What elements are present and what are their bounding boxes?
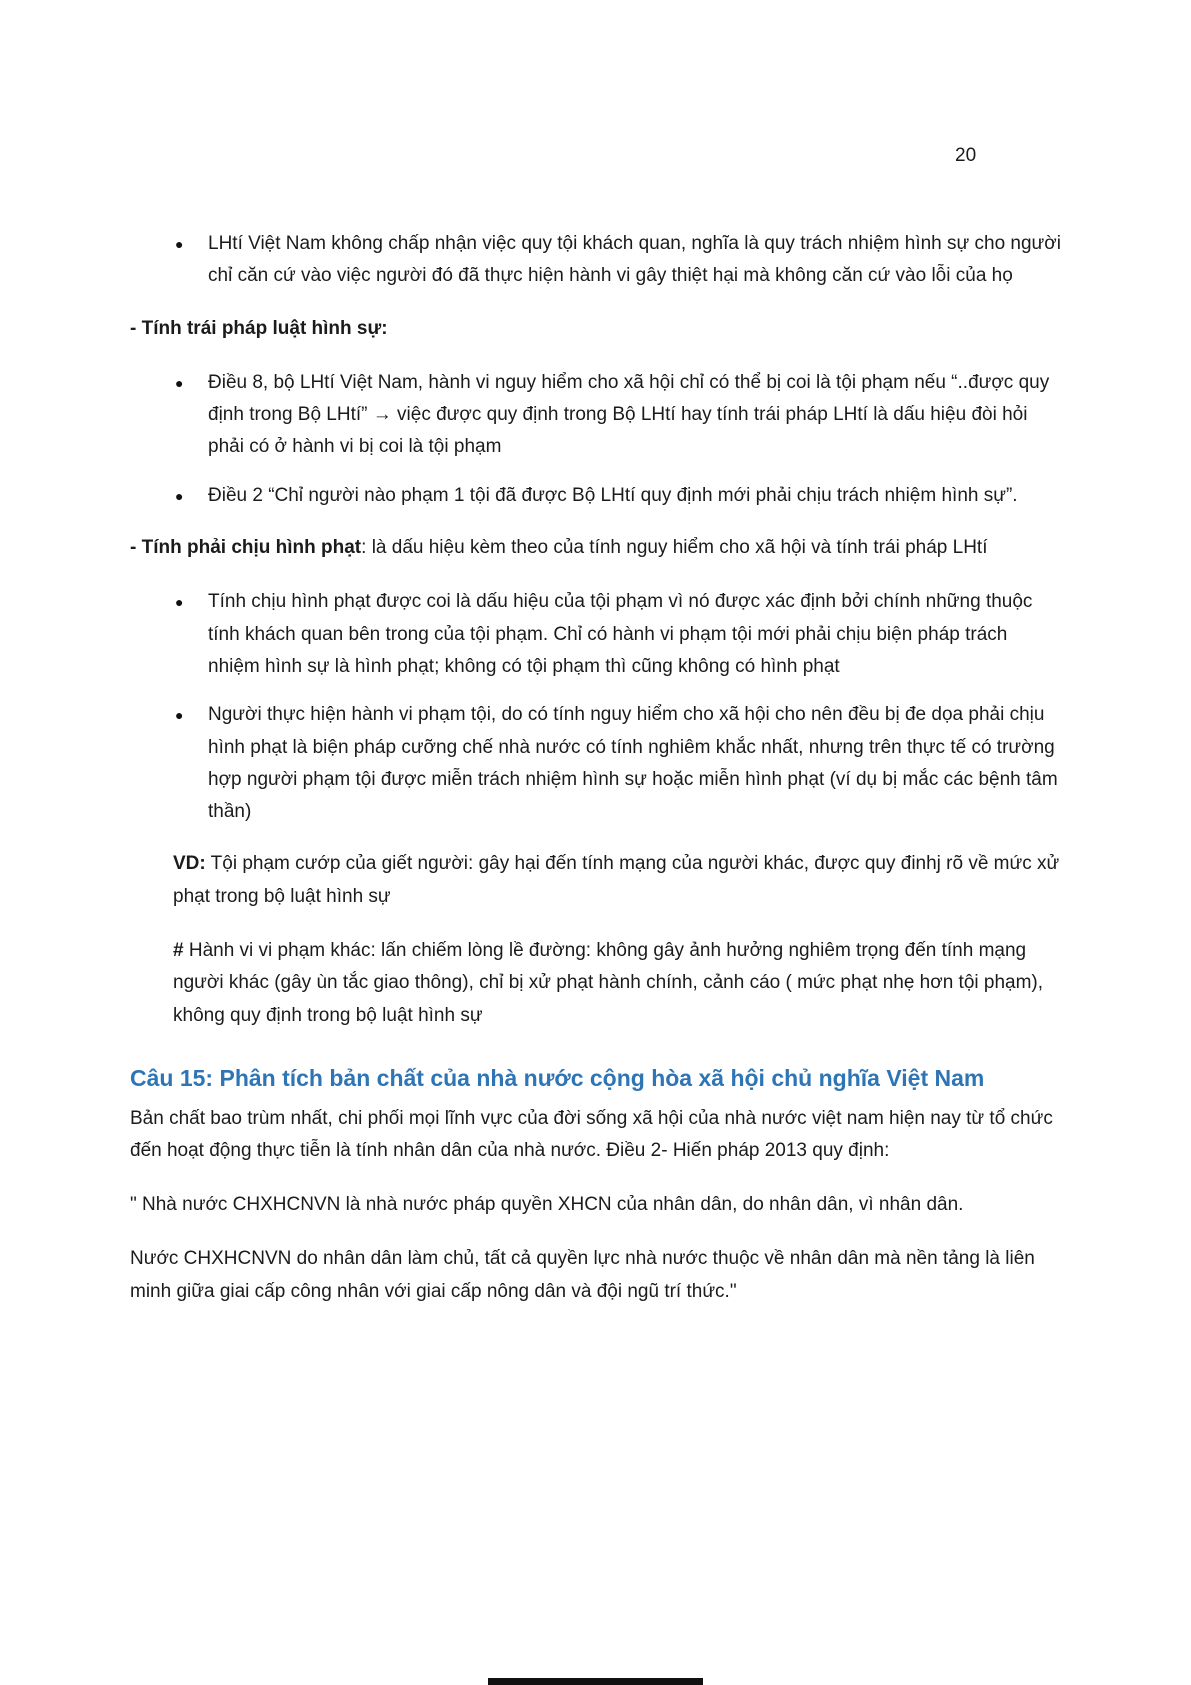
bottom-edge-bar xyxy=(488,1678,703,1685)
hash-text: Hành vi vi phạm khác: lấn chiếm lòng lề đường: không gây ảnh hưởng nghiêm trọng đến tính mạng người khác (gây ùn tắc giao thông), chỉ bị xử phạt hành chính, cảnh cáo ( mức phạt nhẹ hơn tội phạm), không quy định trong bộ luật hình sự xyxy=(173,940,1044,1026)
note-hash-paragraph xyxy=(173,935,1063,1032)
hash-label: # xyxy=(173,940,184,962)
section-title-cau-15: Câu 15: Phân tích bản chất của nhà nước cộng hòa xã hội chủ nghĩa Việt Nam xyxy=(130,1064,985,1091)
list-item xyxy=(175,586,1063,683)
example-vd-paragraph xyxy=(173,848,1063,913)
bullet-list-trai-phap-luat xyxy=(130,367,1063,512)
paragraph-quote-nuoc-chxhcnvn: Nước CHXHCNVN do nhân dân làm chủ, tất cả quyền lực nhà nước thuộc về nhân dân mà nền tảng là liên minh giữa giai cấp công nhân với giai cấp nông dân và đội ngũ trí thức." xyxy=(130,1248,1035,1302)
bullet-text-nguoi-thuc-hien: Người thực hiện hành vi phạm tội, do có tính nguy hiểm cho xã hội cho nên đều bị đe dọa phải chịu hình phạt là biện pháp cưỡng chế nhà nước có tính nghiêm khắc nhất, nhưng trên thực tế có trường hợp người phạm tội được miễn trách nhiệm hình sự hoặc miễn hình phạt (ví dụ bị mắc các bệnh tâm thần) xyxy=(208,704,1058,823)
bullet-list-intro xyxy=(130,228,1063,293)
bullet-icon: ● xyxy=(175,374,184,391)
paragraph-ban-chat: Bản chất bao trùm nhất, chi phối mọi lĩnh vực của đời sống xã hội của nhà nước việt nam hiện nay từ tổ chức đến hoạt động thực tiễn là tính nhân dân của nhà nước. Điều 2- Hiến pháp 2013 quy định: xyxy=(130,1107,1053,1161)
bullet-text-tinh-chiu-hinh-phat: Tính chịu hình phạt được coi là dấu hiệu của tội phạm vì nó được xác định bởi chính những thuộc tính khách quan bên trong của tội phạm. Chỉ có hành vi phạm tội mới phải chịu biện pháp trách nhiệm hình sự là hình phạt; không có tội phạm thì cũng không có hình phạt xyxy=(208,591,1033,677)
bullet-icon: ● xyxy=(175,487,184,504)
list-item xyxy=(175,480,1063,512)
list-item xyxy=(175,699,1063,828)
heading-tinh-phai-chiu-hinh-phat xyxy=(130,532,1063,564)
vd-text: Tội phạm cướp của giết người: gây hại đến tính mạng của người khác, được quy đinhj rõ về mức xử phạt trong bộ luật hình sự xyxy=(173,853,1060,907)
bullet-text-dieu-2: Điều 2 “Chỉ người nào phạm 1 tội đã được Bộ LHtí quy định mới phải chịu trách nhiệm hình sự”. xyxy=(208,484,1018,506)
bullet-icon: ● xyxy=(175,707,184,724)
heading-rest: : là dấu hiệu kèm theo của tính nguy hiểm cho xã hội và tính trái pháp LHtí xyxy=(361,537,988,559)
bullet-list-chiu-hinh-phat xyxy=(130,586,1063,828)
list-item xyxy=(175,228,1063,293)
list-item xyxy=(175,367,1063,464)
bullet-text-quy-toi-khach-quan: LHtí Việt Nam không chấp nhận việc quy tội khách quan, nghĩa là quy trách nhiệm hình sự cho người chỉ căn cứ vào việc người đó đã thực hiện hành vi gây thiệt hại mà không căn cứ vào lỗi của họ xyxy=(208,233,1061,287)
vd-label: VD: xyxy=(173,853,206,875)
bullet-icon: ● xyxy=(175,594,184,611)
paragraph-quote-nha-nuoc: " Nhà nước CHXHCNVN là nhà nước pháp quyền XHCN của nhân dân, do nhân dân, vì nhân dân. xyxy=(130,1194,964,1216)
heading-tinh-trai-phap-luat: - Tính trái pháp luật hình sự: xyxy=(130,317,388,339)
bullet-text-dieu-8: Điều 8, bộ LHtí Việt Nam, hành vi nguy hiểm cho xã hội chỉ có thể bị coi là tội phạm nếu “..được quy định trong Bộ LHtí” → việc được quy định trong Bộ LHtí hay tính trái pháp LHtí là dấu hiệu đòi hỏi phải có ở hành vi bị coi là tội phạm xyxy=(208,371,1050,458)
bullet-icon: ● xyxy=(175,236,184,252)
heading-bold-lead: - Tính phải chịu hình phạt xyxy=(130,537,362,559)
page-number: 20 xyxy=(955,145,977,166)
